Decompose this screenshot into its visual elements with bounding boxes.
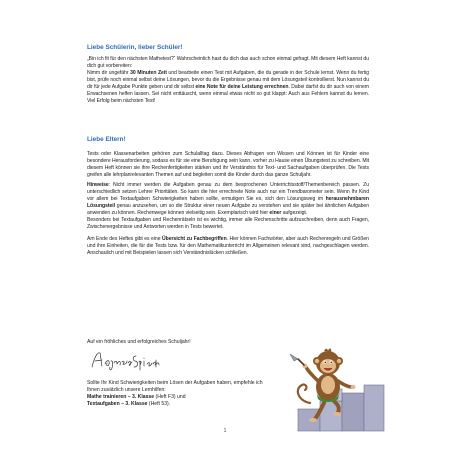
students-heading: Liebe Schülerin, lieber Schüler! — [87, 44, 183, 51]
students-text-c: . Dabei darfst du dir auch von einem Erwachsenen helfen lassen. Sei nicht enttäuscht, wenn einmal etwas nicht so gut klappt: Auch aus Fehlern kannst du lernen. Viel Erfolg beim nächsten Test! — [87, 84, 370, 105]
glossary-text-b: . Hier können Fachwörter, aber auch Rechenregeln und Größen und ihre Einheiten, die für die Tests bzw. für den Mathematikunterricht im Allgemeinen relevant sind, nachgeschlagen werden. Anschaulich und mit Beispielen lassen sich Verständnislücken schließen. — [87, 235, 369, 256]
hinweise-text-c: aufgezeigt. — [281, 210, 308, 217]
parents-section — [87, 136, 369, 257]
glossary-bold: Übersicht zu Fachbegriffen — [162, 235, 227, 242]
students-section — [87, 44, 369, 105]
hinweise-bold-solutions: herausnehmbaren Lösungsteil — [87, 196, 369, 210]
hinweise-label: Hinweise — [87, 182, 109, 189]
parents-heading: Liebe Eltern! — [87, 136, 126, 143]
hinweise-text-a: : Nicht immer werden die Aufgaben genau zu dem besprochenen Unterrichtsstoff/Themenbereich passen. Zu unterschiedlich setzen Lehrer Prioritäten. So kann die hier errechnete Note auch nur ein Trendbarometer sein. Wenn Ihr Kind vor allem bei Textaufgaben Schwierigkeiten haben sollte, ermutigen Sie es, sich den Lösungsweg im — [87, 182, 369, 203]
students-text-a: Nimm dir ungefähr — [87, 70, 131, 77]
students-intro-text: „Bin ich fit für den nächsten Mathetest?“ Wahrscheinlich hast du dich das auch schon einmal gefragt. Mit diesem Heft kannst du dich gut vorbereiten: — [87, 56, 369, 70]
book-list — [87, 394, 267, 408]
monkey-illustration — [268, 341, 386, 433]
page-number: 1 — [223, 428, 227, 434]
students-bold-grade: eine Note für deine Leistung errechnen — [195, 84, 289, 91]
parents-paragraph-4 — [87, 236, 369, 257]
book-2-ref: (Heft 53). — [147, 400, 171, 407]
hinweise-bold-one: einer — [269, 210, 282, 217]
book-1-title: Mathe trainieren – 3. Klasse — [87, 393, 155, 400]
hinweise-text-b: genau anzusehen, um so die Struktur einer neuen Aufgabe zu verstehen und sie später bei ähnlichen Aufgaben anwenden zu können. Rechenwege können vielseitig sein. Exemplarisch wird hier — [87, 203, 369, 217]
recommendation — [87, 380, 267, 408]
closing-line: Auf ein fröhliches und erfolgreiches Schuljahr! — [87, 339, 191, 345]
handwritten-signature — [89, 349, 161, 371]
book-item-1 — [87, 394, 267, 401]
book-2-title: Textaufgaben – 3. Klasse — [87, 400, 148, 407]
students-paragraph — [87, 56, 369, 105]
parents-paragraph-1: Tests oder Klassenarbeiten gehören zum Schulalltag dazu. Dieses Abfragen von Wissen und Können ist für Kinder eine besondere Herausforderung, sodass es für sie eine Beruhigung sein kann, vorher zu Hause einen Übungstest zu schreiben. Mit diesem Heft können sie ihre Rechenfertigkeiten stärken und ihr Verständnis für Text- und Sachaufgaben überprüfen. Die Tests greifen alle lehrplanrelevanten Themen auf und begleiten somit die Kinder durch das ganze Schuljahr. — [87, 151, 369, 179]
parents-paragraph-3: Besonders bei Textaufgaben und Rechenrätseln ist es wichtig, immer alle Rechenschritte aufzuschreiben, denn auch Fragen, Zwischenergebnisse und Antworten werden in Tests bewertet. — [87, 217, 369, 231]
book-1-ref: (Heft F3) und — [154, 393, 186, 400]
glossary-text-a: Am Ende des Heftes gibt es eine — [87, 235, 162, 242]
book-item-2 — [87, 401, 267, 408]
parents-paragraph-2 — [87, 182, 369, 217]
students-bold-time: 30 Minuten Zeit — [130, 70, 167, 77]
students-text-b: und bearbeite einen Test mit Aufgaben, die du gerade in der Schule lernst. Wenn du fertig bist, prüfe noch einmal selbst deine Lösungen, bevor du die Ergebnisse genau mit dem Lösungsteil kontrollierst. Nun kannst du dir für jede Aufgabe Punkte geben und dir selbst — [87, 70, 369, 91]
recommendation-text: Sollte Ihr Kind Schwierigkeiten beim Lösen der Aufgaben haben, empfehle ich Ihnen zusätzlich unsere Lernhilfen: — [87, 380, 263, 393]
